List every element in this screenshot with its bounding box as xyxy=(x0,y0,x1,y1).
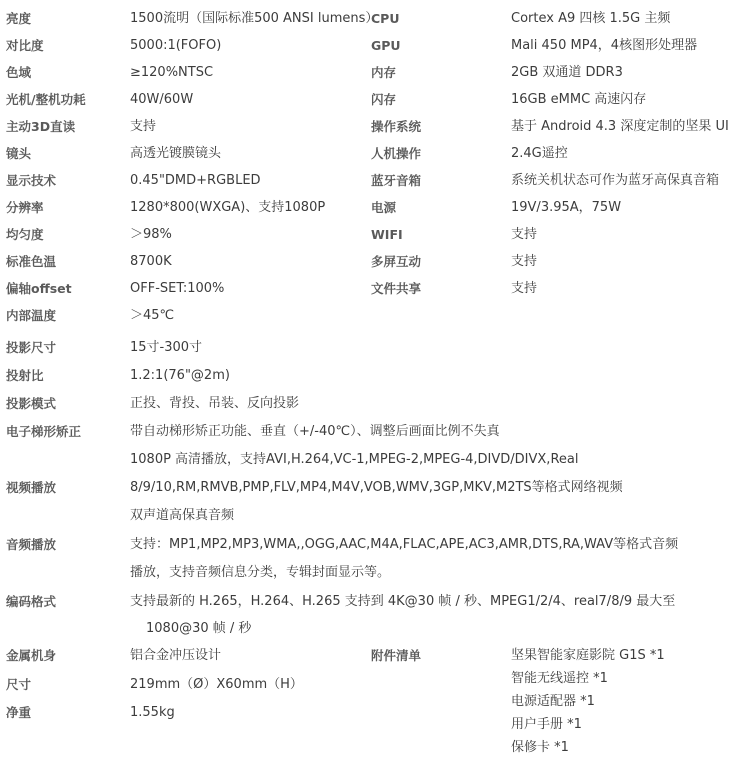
spec-label: 内部温度 xyxy=(6,308,57,323)
spec-label: 金属机身 xyxy=(6,648,57,663)
spec-value: 铝合金冲压设计 xyxy=(130,648,222,663)
spec-label: 编码格式 xyxy=(6,594,57,609)
accessory-item: 电源适配器 *1 xyxy=(511,694,595,709)
spec-value: Cortex A9 四核 1.5G 主频 xyxy=(511,11,671,26)
spec-value: 16GB eMMC 高速闪存 xyxy=(511,92,647,107)
spec-value: 支持最新的 H.265，H.264、H.265 支持到 4K@30 帧 / 秒、MPEG1/2/4、real7/8/9 最大至 xyxy=(130,594,676,609)
spec-label: 分辨率 xyxy=(6,200,44,215)
spec-label: 文件共享 xyxy=(371,281,422,296)
spec-label: 操作系统 xyxy=(371,119,422,134)
spec-label: 均匀度 xyxy=(6,227,44,242)
spec-value: 19V/3.95A，75W xyxy=(511,200,622,215)
spec-value: 5000:1(FOFO) xyxy=(130,38,222,53)
spec-value: 支持：MP1,MP2,MP3,WMA,,OGG,AAC,M4A,FLAC,APE,AC3,AMR,DTS,RA,WAV等格式音频 xyxy=(130,537,679,552)
spec-label: 对比度 xyxy=(6,38,44,53)
spec-value: 15寸-300寸 xyxy=(130,340,203,355)
spec-label: WIFI xyxy=(371,227,403,242)
spec-value: 高透光镀膜镜头 xyxy=(130,146,222,161)
spec-value: 1.55kg xyxy=(130,705,175,720)
spec-value: 1080@30 帧 / 秒 xyxy=(146,621,252,636)
spec-label: 多屏互动 xyxy=(371,254,422,269)
spec-label: 显示技术 xyxy=(6,173,57,188)
spec-value: 40W/60W xyxy=(130,92,194,107)
spec-value: 基于 Android 4.3 深度定制的坚果 UI xyxy=(511,119,729,134)
spec-value: ＞45℃ xyxy=(130,308,175,323)
spec-label: CPU xyxy=(371,11,400,26)
spec-label: 光机/整机功耗 xyxy=(6,92,86,107)
spec-value: ≥120%NTSC xyxy=(130,65,214,80)
spec-value: 1280*800(WXGA)、支持1080P xyxy=(130,200,326,215)
spec-value: 系统关机状态可作为蓝牙高保真音箱 xyxy=(511,173,720,188)
spec-value: ＞98% xyxy=(130,227,172,242)
spec-value: 正投、背投、吊装、反向投影 xyxy=(130,396,300,411)
accessory-item: 坚果智能家庭影院 G1S *1 xyxy=(511,648,665,663)
spec-value: 播放，支持音频信息分类，专辑封面显示等。 xyxy=(130,565,391,580)
spec-label: 电源 xyxy=(371,200,397,215)
accessory-item: 智能无线遥控 *1 xyxy=(511,671,608,686)
spec-label: 视频播放 xyxy=(6,480,57,495)
spec-label: 内存 xyxy=(371,65,397,80)
spec-value: 支持 xyxy=(511,281,538,296)
spec-value: OFF-SET:100% xyxy=(130,281,225,296)
spec-value: 带自动梯形矫正功能、垂直（+/-40℃）、调整后画面比例不失真 xyxy=(130,424,500,439)
spec-label: 标准色温 xyxy=(6,254,57,269)
spec-value: Mali 450 MP4，4核图形处理器 xyxy=(511,38,698,53)
spec-value: 2.4G遥控 xyxy=(511,146,568,161)
spec-label: 闪存 xyxy=(371,92,397,107)
spec-value: 2GB 双通道 DDR3 xyxy=(511,65,623,80)
spec-value: 8700K xyxy=(130,254,172,269)
spec-value: 支持 xyxy=(511,227,538,242)
accessory-item: 保修卡 *1 xyxy=(511,740,569,755)
spec-label: 净重 xyxy=(6,705,32,720)
spec-label: 投影尺寸 xyxy=(6,340,57,355)
spec-label: 偏轴offset xyxy=(6,281,72,296)
spec-label: 尺寸 xyxy=(6,677,32,692)
accessory-item: 用户手册 *1 xyxy=(511,717,582,732)
spec-label: 色域 xyxy=(6,65,32,80)
spec-label: 投影模式 xyxy=(6,396,57,411)
spec-value: 0.45"DMD+RGBLED xyxy=(130,173,261,188)
spec-value: 1080P 高清播放，支持AVI,H.264,VC-1,MPEG-2,MPEG-4,DIVD/DIVX,Real xyxy=(130,452,579,467)
spec-label: 亮度 xyxy=(6,11,32,26)
spec-value: 支持 xyxy=(511,254,538,269)
spec-label: 音频播放 xyxy=(6,537,57,552)
spec-label: 电子梯形矫正 xyxy=(6,424,82,439)
spec-value: 支持 xyxy=(130,119,157,134)
spec-label: 人机操作 xyxy=(371,146,422,161)
accessories-label: 附件清单 xyxy=(371,648,422,663)
spec-value: 1500流明（国际标准500 ANSI lumens） xyxy=(130,11,379,26)
spec-label: 蓝牙音箱 xyxy=(371,173,422,188)
spec-label: 主动3D直读 xyxy=(6,119,76,134)
spec-label: GPU xyxy=(371,38,401,53)
spec-value: 219mm（Ø）X60mm（H） xyxy=(130,677,303,692)
spec-value: 8/9/10,RM,RMVB,PMP,FLV,MP4,M4V,VOB,WMV,3GP,MKV,M2TS等格式网络视频 xyxy=(130,480,623,495)
spec-label: 投射比 xyxy=(6,368,44,383)
spec-label: 镜头 xyxy=(6,146,32,161)
spec-value: 双声道高保真音频 xyxy=(130,508,235,523)
spec-value: 1.2:1(76"@2m) xyxy=(130,368,230,383)
